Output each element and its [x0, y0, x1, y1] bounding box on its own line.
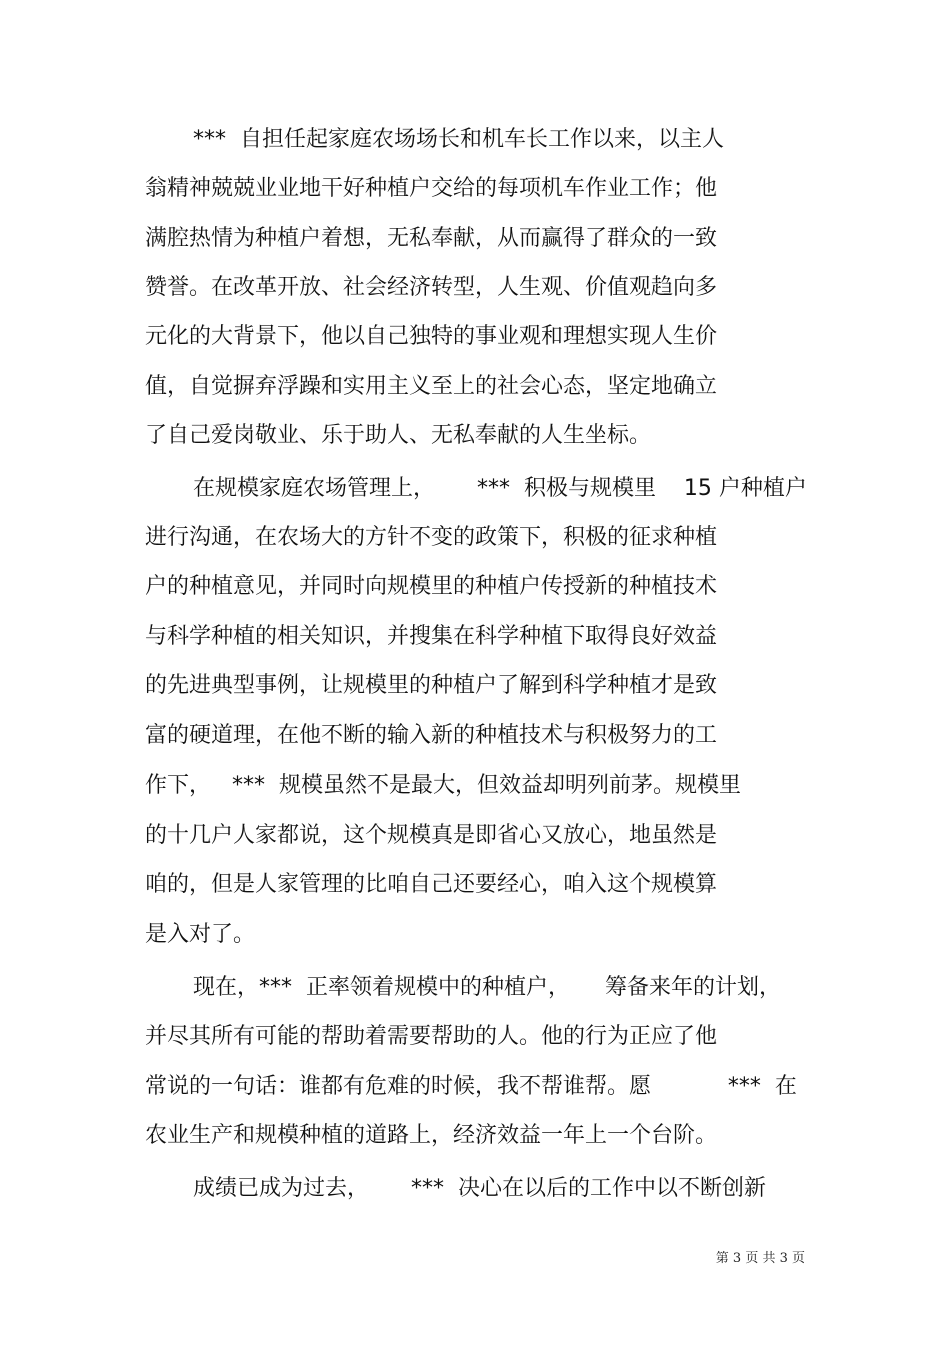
text-line-18: 现在，*** 正率领着规模中的种植户， 筹备来年的计划，	[193, 975, 781, 1000]
text-line-22: 成绩已成为过去， *** 决心在以后的工作中以不断创新	[193, 1176, 766, 1201]
text-line-12: 的先进典型事例，让规模里的种植户了解到科学种植才是致	[145, 673, 718, 698]
text-line-20: 常说的一句话：谁都有危难的时候，我不帮谁帮。愿 *** 在	[145, 1074, 797, 1099]
text-line-19: 并尽其所有可能的帮助着需要帮助的人。他的行为正应了他	[145, 1024, 718, 1049]
text-line-11: 与科学种植的相关知识，并搜集在科学种植下取得良好效益	[145, 624, 718, 649]
text-line-14: 作下， *** 规模虽然不是最大，但效益却明列前茅。规模里	[145, 773, 741, 798]
text-line-8: 在规模家庭农场管理上， *** 积极与规模里 15 户种植户	[193, 476, 807, 501]
page-number-footer: 第 3 页 共 3 页	[715, 1251, 805, 1266]
text-line-1: *** 自担任起家庭农场场长和机车长工作以来，以主人	[193, 127, 724, 152]
text-line-16: 咱的，但是人家管理的比咱自己还要经心，咱入这个规模算	[145, 872, 718, 897]
text-line-5: 元化的大背景下，他以自己独特的事业观和理想实现人生价	[145, 324, 718, 349]
text-line-13: 富的硬道理，在他不断的输入新的种植技术与积极努力的工	[145, 723, 718, 748]
text-line-3: 满腔热情为种植户着想，无私奉献，从而赢得了群众的一致	[145, 226, 718, 251]
text-line-15: 的十几户人家都说，这个规模真是即省心又放心，地虽然是	[145, 823, 718, 848]
text-line-2: 翁精神兢兢业业地干好种植户交给的每项机车作业工作；他	[145, 176, 718, 201]
text-line-7: 了自己爱岗敬业、乐于助人、无私奉献的人生坐标。	[145, 423, 652, 448]
text-line-10: 户的种植意见，并同时向规模里的种植户传授新的种植技术	[145, 574, 718, 599]
text-line-9: 进行沟通，在农场大的方针不变的政策下，积极的征求种植	[145, 525, 718, 550]
text-line-21: 农业生产和规模种植的道路上，经济效益一年上一个台阶。	[145, 1123, 718, 1148]
text-line-6: 值，自觉摒弃浮躁和实用主义至上的社会心态，坚定地确立	[145, 374, 718, 399]
text-line-4: 赞誉。在改革开放、社会经济转型，人生观、价值观趋向多	[145, 275, 718, 300]
text-line-17: 是入对了。	[145, 922, 256, 947]
